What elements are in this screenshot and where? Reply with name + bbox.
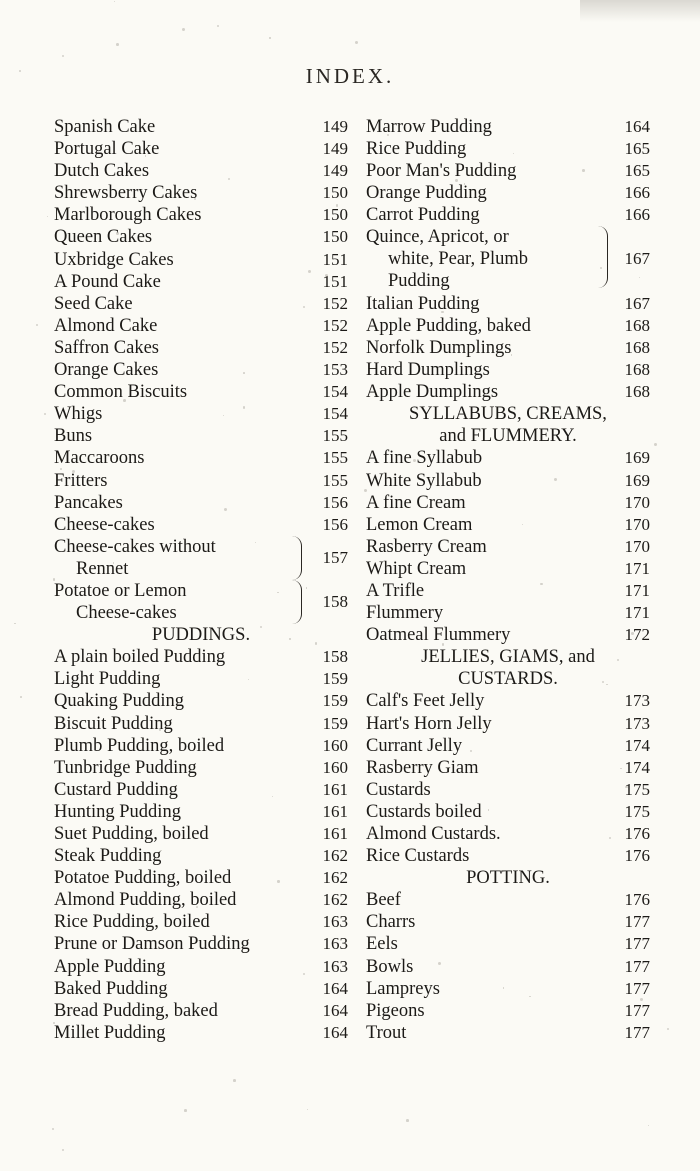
page-number: 174 — [624, 735, 650, 755]
paper-speck — [455, 179, 458, 182]
index-entry — [366, 602, 650, 624]
page-number: 152 — [322, 315, 348, 335]
page-number: 152 — [322, 337, 348, 357]
page-number: 151 — [322, 271, 348, 291]
paper-speck — [355, 41, 358, 44]
entry-name — [54, 580, 187, 624]
entry-name: Pancakes — [54, 492, 123, 513]
entry-name: Suet Pudding, boiled — [54, 824, 209, 844]
index-entry — [54, 536, 348, 580]
page-number: 173 — [624, 713, 650, 733]
paper-speck — [36, 324, 38, 326]
entry-name: Buns — [54, 426, 93, 447]
page-number: 156 — [322, 514, 348, 534]
entry-name: Bread Pudding, baked — [54, 1000, 218, 1021]
page-number: 165 — [624, 161, 650, 181]
page-number: 154 — [322, 404, 348, 424]
page-number: 171 — [624, 558, 650, 578]
page-number: 177 — [624, 956, 650, 976]
entry-name: Millet Pudding — [54, 1022, 166, 1043]
entry-name: Charrs — [366, 912, 416, 933]
index-entry — [366, 1022, 650, 1044]
index-entry — [366, 470, 650, 492]
page-number: 177 — [624, 1022, 650, 1042]
index-entry — [366, 978, 650, 1000]
paper-speck — [654, 443, 657, 446]
index-entry — [54, 116, 348, 138]
page-number: 156 — [322, 492, 348, 512]
entry-name: Orange Cakes — [54, 360, 159, 381]
heading-line: SYLLABUBS, CREAMS, — [409, 404, 607, 425]
index-entry — [54, 492, 348, 514]
entry-name: Poor Man's Pudding — [366, 161, 517, 182]
entry-name: Whipt Cream — [366, 558, 467, 579]
paper-speck — [116, 232, 118, 234]
index-entry — [366, 536, 650, 558]
page-number: 170 — [624, 514, 650, 534]
section-heading — [366, 403, 650, 447]
brace-mark — [595, 226, 608, 288]
paper-speck — [62, 1149, 64, 1151]
index-entry — [54, 470, 348, 492]
index-entry — [366, 359, 650, 381]
index-entry — [54, 315, 348, 337]
entry-name: Biscuit Pudding — [54, 713, 173, 734]
paper-speck — [53, 1022, 55, 1024]
index-entry — [366, 226, 650, 292]
page-number: 150 — [322, 183, 348, 203]
entry-line: Cheese-cakes — [76, 602, 177, 623]
paper-speck — [204, 917, 206, 919]
index-entry — [54, 1022, 348, 1044]
index-entry — [54, 690, 348, 712]
index-entry — [54, 713, 348, 735]
index-entry — [366, 845, 650, 867]
entry-name: Saffron Cakes — [54, 337, 159, 358]
page-number: 151 — [322, 249, 348, 269]
page-number: 162 — [322, 868, 348, 888]
page-number: 177 — [624, 934, 650, 954]
entry-name: Rasberry Giam — [366, 757, 479, 778]
page-number: 149 — [322, 161, 348, 181]
paper-speck — [184, 1109, 187, 1112]
index-entry — [366, 757, 650, 779]
index-entry — [54, 978, 348, 1000]
paper-speck — [233, 1079, 236, 1082]
page-stain — [580, 0, 700, 22]
index-entry — [54, 293, 348, 315]
entry-name: A fine Cream — [366, 492, 466, 513]
page-number: 169 — [624, 470, 650, 490]
page-number: 159 — [322, 669, 348, 689]
paper-speck — [554, 478, 557, 481]
entry-name: Almond Cake — [54, 315, 158, 336]
page-number: 163 — [322, 934, 348, 954]
brace-mark — [289, 536, 302, 580]
paper-speck — [113, 562, 114, 563]
page-number: 161 — [322, 801, 348, 821]
paper-speck — [114, 1, 115, 2]
index-entry — [54, 735, 348, 757]
page-number: 149 — [322, 139, 348, 159]
entry-name: Oatmeal Flummery — [366, 625, 511, 646]
page-number: 164 — [322, 1022, 348, 1042]
entry-name: Orange Pudding — [366, 183, 487, 204]
page-number: 164 — [322, 1000, 348, 1020]
index-entry — [54, 337, 348, 359]
entry-name: Rice Pudding, boiled — [54, 912, 210, 933]
index-entry — [366, 160, 650, 182]
index-entry — [366, 337, 650, 359]
page-number: 167 — [624, 293, 650, 313]
paper-speck — [307, 1109, 308, 1110]
paper-speck — [182, 28, 185, 31]
paper-speck — [667, 1028, 669, 1030]
entry-name: Almond Custards. — [366, 824, 501, 845]
page-number: 168 — [624, 337, 650, 357]
paper-speck — [217, 25, 219, 27]
page-number: 168 — [624, 360, 650, 380]
index-entry — [366, 956, 650, 978]
paper-speck — [648, 1125, 649, 1126]
paper-speck — [123, 399, 126, 402]
page-title: INDEX. — [305, 64, 395, 88]
index-entry — [366, 624, 650, 646]
entry-name: Fritters — [54, 470, 108, 491]
entry-name: Seed Cake — [54, 293, 133, 314]
index-entry — [54, 403, 348, 425]
entry-name: White Syllabub — [366, 470, 482, 491]
paper-speck — [243, 406, 246, 409]
page-number: 167 — [624, 249, 650, 269]
index-entry — [366, 713, 650, 735]
page-number: 162 — [322, 890, 348, 910]
entry-name: Italian Pudding — [366, 293, 480, 314]
entry-name: Rasberry Cream — [366, 536, 487, 557]
entry-name: A Trifle — [366, 580, 425, 601]
paper-speck — [620, 768, 621, 769]
index-entry — [54, 447, 348, 469]
entry-name: A plain boiled Pudding — [54, 647, 226, 668]
page-number: 175 — [624, 801, 650, 821]
paper-speck — [62, 55, 64, 57]
index-column-right — [366, 116, 650, 1044]
entry-name: Pigeons — [366, 1000, 425, 1021]
paper-speck — [272, 796, 273, 797]
entry-name: Apple Pudding, baked — [366, 315, 531, 336]
index-entry — [366, 381, 650, 403]
entry-name: Flummery — [366, 603, 444, 624]
page-number: 176 — [624, 846, 650, 866]
index-entry — [54, 668, 348, 690]
page-number: 170 — [624, 536, 650, 556]
page-number: 154 — [322, 382, 348, 402]
entry-name: Hard Dumplings — [366, 360, 490, 381]
page-number: 150 — [322, 227, 348, 247]
index-entry — [54, 182, 348, 204]
paper-speck — [14, 623, 15, 624]
page-number: 155 — [322, 426, 348, 446]
entry-name: Baked Pudding — [54, 978, 168, 999]
index-entry — [54, 226, 348, 248]
index-entry — [54, 911, 348, 933]
paper-speck — [325, 274, 328, 277]
entry-name: Lampreys — [366, 978, 440, 999]
index-entry — [54, 425, 348, 447]
page-number: 159 — [322, 691, 348, 711]
page-number: 174 — [624, 757, 650, 777]
index-entry — [366, 889, 650, 911]
entry-name: Portugal Cake — [54, 139, 160, 160]
page-number: 165 — [624, 139, 650, 159]
entry-name: Lemon Cream — [366, 514, 473, 535]
page-number: 175 — [624, 779, 650, 799]
index-entry — [54, 381, 348, 403]
index-entry — [366, 558, 650, 580]
page-number: 168 — [624, 382, 650, 402]
entry-line: Pudding — [388, 271, 450, 292]
entry-name: Apple Dumplings — [366, 382, 499, 403]
page-number: 163 — [322, 956, 348, 976]
index-entry — [54, 933, 348, 955]
paper-speck — [582, 169, 585, 172]
index-entry — [366, 182, 650, 204]
index-entry — [366, 580, 650, 602]
entry-name: Plumb Pudding, boiled — [54, 735, 225, 756]
page-number: 166 — [624, 183, 650, 203]
page-number: 157 — [322, 547, 348, 567]
index-column-left — [54, 116, 348, 1044]
page-number: 177 — [624, 1000, 650, 1020]
paper-speck — [19, 70, 21, 72]
section-heading-text: POTTING. — [466, 868, 550, 889]
section-heading-text: PUDDINGS. — [151, 625, 251, 646]
index-entry — [366, 293, 650, 315]
page-number: 168 — [624, 315, 650, 335]
paper-speck — [606, 684, 607, 685]
page-number: 166 — [624, 205, 650, 225]
index-entry — [54, 249, 348, 271]
page-number: 160 — [322, 757, 348, 777]
index-entry — [366, 138, 650, 160]
paper-speck — [269, 37, 270, 38]
index-entry — [54, 889, 348, 911]
page-number: 158 — [322, 591, 348, 611]
paper-speck — [464, 183, 466, 185]
heading-line: and FLUMMERY. — [439, 426, 577, 447]
section-heading — [366, 867, 650, 889]
page-number: 164 — [624, 117, 650, 136]
page-number: 162 — [322, 846, 348, 866]
page-number: 176 — [624, 890, 650, 910]
entry-name: Eels — [366, 934, 398, 955]
entry-name: Prune or Damson Pudding — [54, 934, 250, 955]
entry-name: Dutch Cakes — [54, 161, 150, 182]
index-entry — [54, 646, 348, 668]
page-number: 153 — [322, 360, 348, 380]
index-entry — [54, 1000, 348, 1022]
page-number: 150 — [322, 205, 348, 225]
entry-name: Beef — [366, 890, 401, 911]
entry-name: Currant Jelly — [366, 735, 463, 756]
index-entry — [54, 271, 348, 293]
paper-speck — [488, 809, 489, 810]
entry-name: Cheese-cakes — [54, 514, 155, 535]
index-entry — [366, 735, 650, 757]
entry-name: Potatoe Pudding, boiled — [54, 868, 232, 889]
index-entry — [54, 580, 348, 624]
brace-mark — [289, 580, 302, 624]
paper-speck — [255, 542, 256, 543]
page-number: 160 — [322, 735, 348, 755]
paper-speck — [503, 987, 504, 988]
paper-speck — [631, 632, 634, 635]
page-number: 159 — [322, 713, 348, 733]
entry-name: Custard Pudding — [54, 779, 178, 800]
paper-speck — [522, 524, 523, 525]
entry-name: Whigs — [54, 404, 103, 425]
index-entry — [366, 447, 650, 469]
page-number: 149 — [322, 117, 348, 136]
paper-speck — [303, 973, 305, 975]
paper-speck — [511, 354, 513, 356]
entry-name: Common Biscuits — [54, 382, 188, 403]
entry-name: Norfolk Dumplings — [366, 337, 512, 358]
paper-speck — [47, 216, 48, 217]
page-number: 173 — [624, 691, 650, 711]
entry-name: Uxbridge Cakes — [54, 249, 174, 270]
paper-speck — [127, 763, 129, 765]
entry-name: Apple Pudding — [54, 956, 166, 977]
entry-name: Hunting Pudding — [54, 801, 181, 822]
entry-name: Marrow Pudding — [366, 117, 492, 137]
paper-speck — [640, 998, 643, 1001]
index-entry — [54, 867, 348, 889]
index-entry — [54, 160, 348, 182]
index-entry — [366, 911, 650, 933]
page-number: 177 — [624, 912, 650, 932]
entry-name: Rice Custards — [366, 846, 470, 867]
entry-name: Hart's Horn Jelly — [366, 713, 492, 734]
page-number: 171 — [624, 603, 650, 623]
index-entry — [366, 801, 650, 823]
entry-line: Potatoe or Lemon — [54, 580, 187, 601]
entry-name: Almond Pudding, boiled — [54, 890, 237, 911]
page-number: 177 — [624, 978, 650, 998]
page-number: 176 — [624, 824, 650, 844]
page-number: 155 — [322, 470, 348, 490]
entry-line: white, Pear, Plumb — [388, 249, 529, 270]
entry-name: Shrewsberry Cakes — [54, 183, 198, 204]
entry-name: Spanish Cake — [54, 117, 156, 137]
index-entry — [366, 116, 650, 138]
index-entry — [54, 801, 348, 823]
index-entry — [54, 845, 348, 867]
paper-speck — [387, 134, 389, 136]
index-entry — [54, 514, 348, 536]
index-entry — [366, 779, 650, 801]
index-entry — [54, 359, 348, 381]
entry-name: Queen Cakes — [54, 227, 153, 248]
paper-speck — [159, 728, 161, 730]
entry-name: Bowls — [366, 956, 414, 977]
entry-name: Custards boiled — [366, 801, 482, 822]
entry-line: Quince, Apricot, or — [366, 227, 509, 248]
paper-speck — [540, 583, 543, 586]
paper-speck — [308, 270, 311, 273]
index-entry — [54, 779, 348, 801]
page-number: 171 — [624, 580, 650, 600]
paper-speck — [116, 43, 119, 46]
section-heading-text — [366, 403, 650, 447]
page-number: 155 — [322, 448, 348, 468]
paper-speck — [53, 578, 55, 580]
entry-line: Rennet — [76, 558, 129, 579]
index-entry — [54, 757, 348, 779]
paper-speck — [406, 1119, 409, 1122]
index-entry — [366, 823, 650, 845]
entry-name: Maccaroons — [54, 448, 145, 469]
page-number: 164 — [322, 978, 348, 998]
page-number: 163 — [322, 912, 348, 932]
entry-name — [366, 226, 528, 292]
entry-line: Cheese-cakes without — [54, 536, 216, 557]
paper-speck — [20, 696, 22, 698]
entry-name: A fine Syllabub — [366, 448, 483, 469]
paper-speck — [243, 372, 245, 374]
entry-name: Trout — [366, 1022, 407, 1043]
heading-line: CUSTARDS. — [458, 669, 558, 690]
entry-name: Light Pudding — [54, 669, 161, 690]
entry-name: Carrot Pudding — [366, 205, 480, 226]
paper-speck — [277, 592, 279, 594]
entry-name: Quaking Pudding — [54, 691, 185, 712]
entry-name: Custards — [366, 779, 431, 800]
entry-name — [54, 536, 216, 580]
entry-name: Calf's Feet Jelly — [366, 691, 485, 712]
page-number: 169 — [624, 448, 650, 468]
paper-speck — [44, 413, 46, 415]
index-entry — [366, 690, 650, 712]
index-entry — [366, 933, 650, 955]
paper-speck — [289, 638, 290, 639]
index-entry — [366, 1000, 650, 1022]
page-number: 152 — [322, 293, 348, 313]
heading-line: JELLIES, GIAMS, and — [421, 647, 595, 668]
entry-name: Steak Pudding — [54, 846, 162, 867]
page-number: 161 — [322, 824, 348, 843]
index-entry — [366, 204, 650, 226]
section-heading — [54, 624, 348, 646]
entry-name: Rice Pudding — [366, 139, 467, 160]
entry-name: Tunbridge Pudding — [54, 757, 197, 778]
index-entry — [366, 492, 650, 514]
page-number: 170 — [624, 492, 650, 512]
page-number: 161 — [322, 779, 348, 799]
entry-name: Marlborough Cakes — [54, 205, 202, 226]
paper-speck — [52, 1128, 54, 1130]
index-entry — [54, 823, 348, 845]
page-number: 172 — [624, 625, 650, 645]
page-number: 158 — [322, 647, 348, 667]
paper-speck — [277, 880, 279, 882]
index-entry — [54, 204, 348, 226]
index-entry — [54, 138, 348, 160]
index-entry — [366, 315, 650, 337]
index-entry — [366, 514, 650, 536]
entry-name: A Pound Cake — [54, 271, 161, 292]
